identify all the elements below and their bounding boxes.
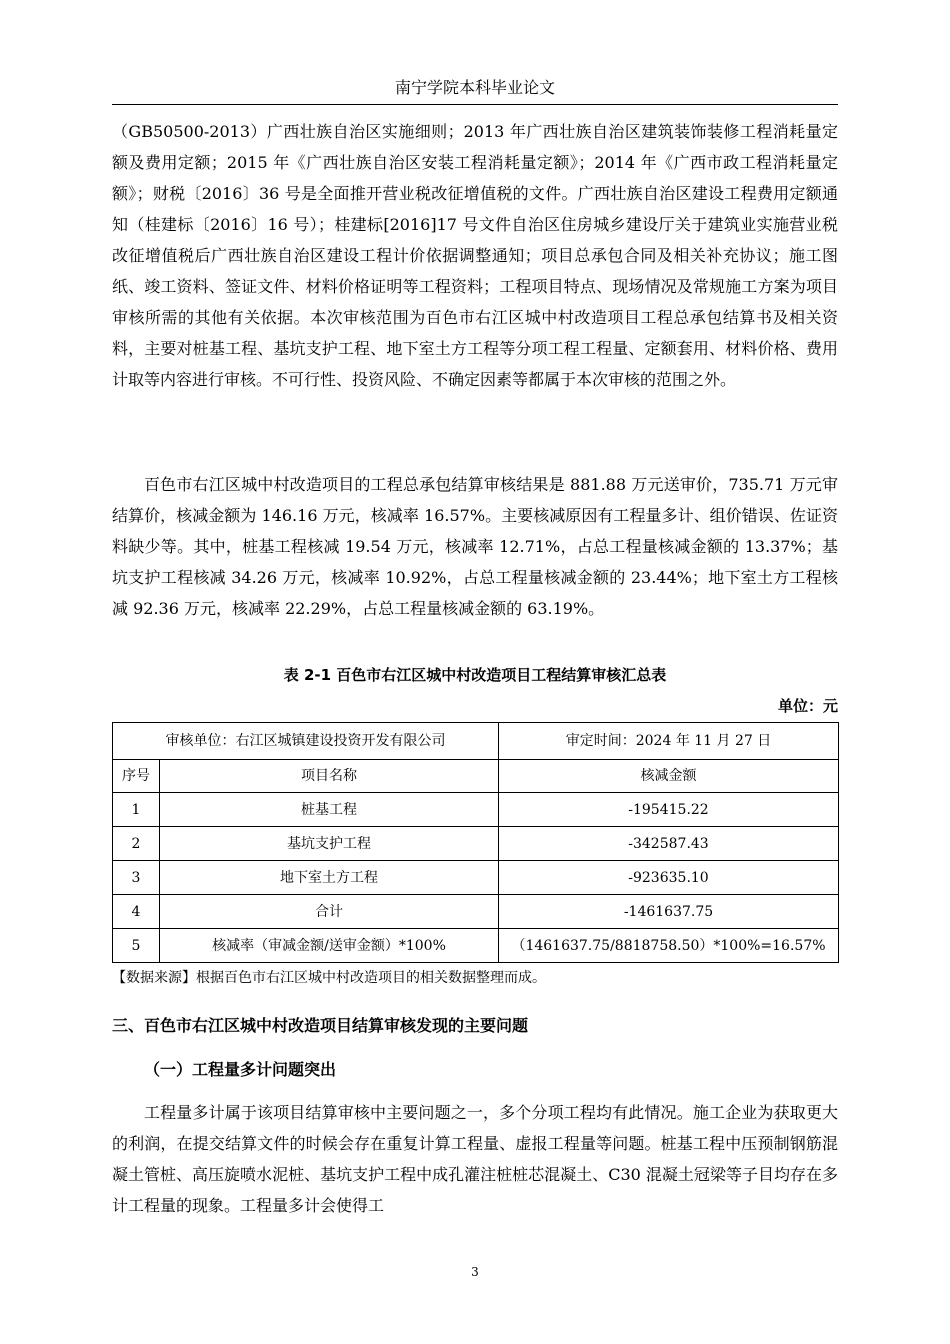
section-heading: 三、百色市右江区城中村改造项目结算审核发现的主要问题	[112, 1016, 529, 1035]
table-row	[113, 895, 839, 929]
table-header-row	[113, 760, 839, 793]
header-rule	[112, 104, 838, 105]
audit-unit-cell: 审核单位：右江区城镇建设投资开发有限公司	[113, 723, 499, 760]
row-no: 4	[113, 895, 160, 929]
paragraph-overcount-issue: 工程量多计属于该项目结算审核中主要问题之一，多个分项工程均有此情况。施工企业为获取更大的利润，在提交结算文件的时候会存在重复计算工程量、虚报工程量等问题。桩基工程中压预制钢筋混凝土管桩、高压旋喷水泥桩、基坑支护工程中成孔灌注桩桩芯混凝土、C30 混凝土冠梁等子目均存在多计工程量的现象。工程量多计会使得工	[112, 1103, 838, 1215]
table-row	[113, 861, 839, 895]
header-no: 序号	[113, 760, 160, 793]
row-no: 1	[113, 793, 160, 827]
paragraph-basis-and-scope: （GB50500-2013）广西壮族自治区实施细则；2013 年广西壮族自治区建筑装饰装修工程消耗量定额及费用定额；2015 年《广西壮族自治区安装工程消耗量定额》；2014 年《广西市政工程消耗量定额》；财税〔2016〕36 号是全面推开营业税改征增值税的文件。广西壮族自治区建设工程费用定额通知（桂建标〔2016〕16 号）；桂建标[2016]17 号文件自治区住房城乡建设厅关于建筑业实施营业税改征增值税后广西壮族自治区建设工程计价依据调整通知；项目总承包合同及相关补充协议；施工图纸、竣工资料、签证文件、材料价格证明等工程资料；工程项目特点、现场情况及常规施工方案为项目审核所需的其他有关依据。本次审核范围为百色市右江区城中村改造项目工程总承包结算书及相关资料，主要对桩基工程、基坑支护工程、地下室土方工程等分项工程工程量、定额套用、材料价格、费用计取等内容进行审核。不可行性、投资风险、不确定因素等都属于本次审核的范围之外。	[112, 122, 838, 389]
table-row	[113, 793, 839, 827]
row-amount: -923635.10	[499, 861, 839, 895]
row-name: 核减率（审减金额/送审金额）*100%	[160, 929, 499, 963]
table-unit: 单位：元	[777, 697, 838, 715]
subsection-heading: （一）工程量多计问题突出	[144, 1060, 337, 1079]
paragraph-audit-results: 百色市右江区城中村改造项目的工程总承包结算审核结果是 881.88 万元送审价，735.71 万元审结算价，核减金额为 146.16 万元，核减率 16.57%。主要核减原因有工程量多计、组价错误、佐证资料缺少等。其中，桩基工程核减 19.54 万元，核减率 12.71%，占总工程量核减金额的 13.37%；基坑支护工程核减 34.26 万元，核减率 10.92%，占总工程量核减金额的 23.44%；地下室土方工程核减 92.36 万元，核减率 22.29%，占总工程量核减金额的 63.19%。	[112, 475, 838, 618]
header-name: 项目名称	[160, 760, 499, 793]
audit-date-cell: 审定时间：2024 年 11 月 27 日	[499, 723, 839, 760]
row-amount: -342587.43	[499, 827, 839, 861]
row-no: 5	[113, 929, 160, 963]
table-source-note: 【数据来源】根据百色市右江区城中村改造项目的相关数据整理而成。	[112, 970, 546, 986]
table-row	[113, 827, 839, 861]
row-name: 基坑支护工程	[160, 827, 499, 861]
page-header: 南宁学院本科毕业论文	[394, 78, 555, 97]
audit-summary-table	[112, 722, 839, 963]
table-caption: 表 2-1 百色市右江区城中村改造项目工程结算审核汇总表	[283, 666, 667, 684]
header-amount: 核减金额	[499, 760, 839, 793]
row-name: 合计	[160, 895, 499, 929]
row-amount: -1461637.75	[499, 895, 839, 929]
row-amount: （1461637.75/8818758.50）*100%=16.57%	[499, 929, 839, 963]
row-amount: -195415.22	[499, 793, 839, 827]
table-row	[113, 929, 839, 963]
row-name: 地下室土方工程	[160, 861, 499, 895]
row-no: 2	[113, 827, 160, 861]
table-info-row	[113, 723, 839, 760]
row-no: 3	[113, 861, 160, 895]
page-number: 3	[471, 1265, 479, 1279]
row-name: 桩基工程	[160, 793, 499, 827]
